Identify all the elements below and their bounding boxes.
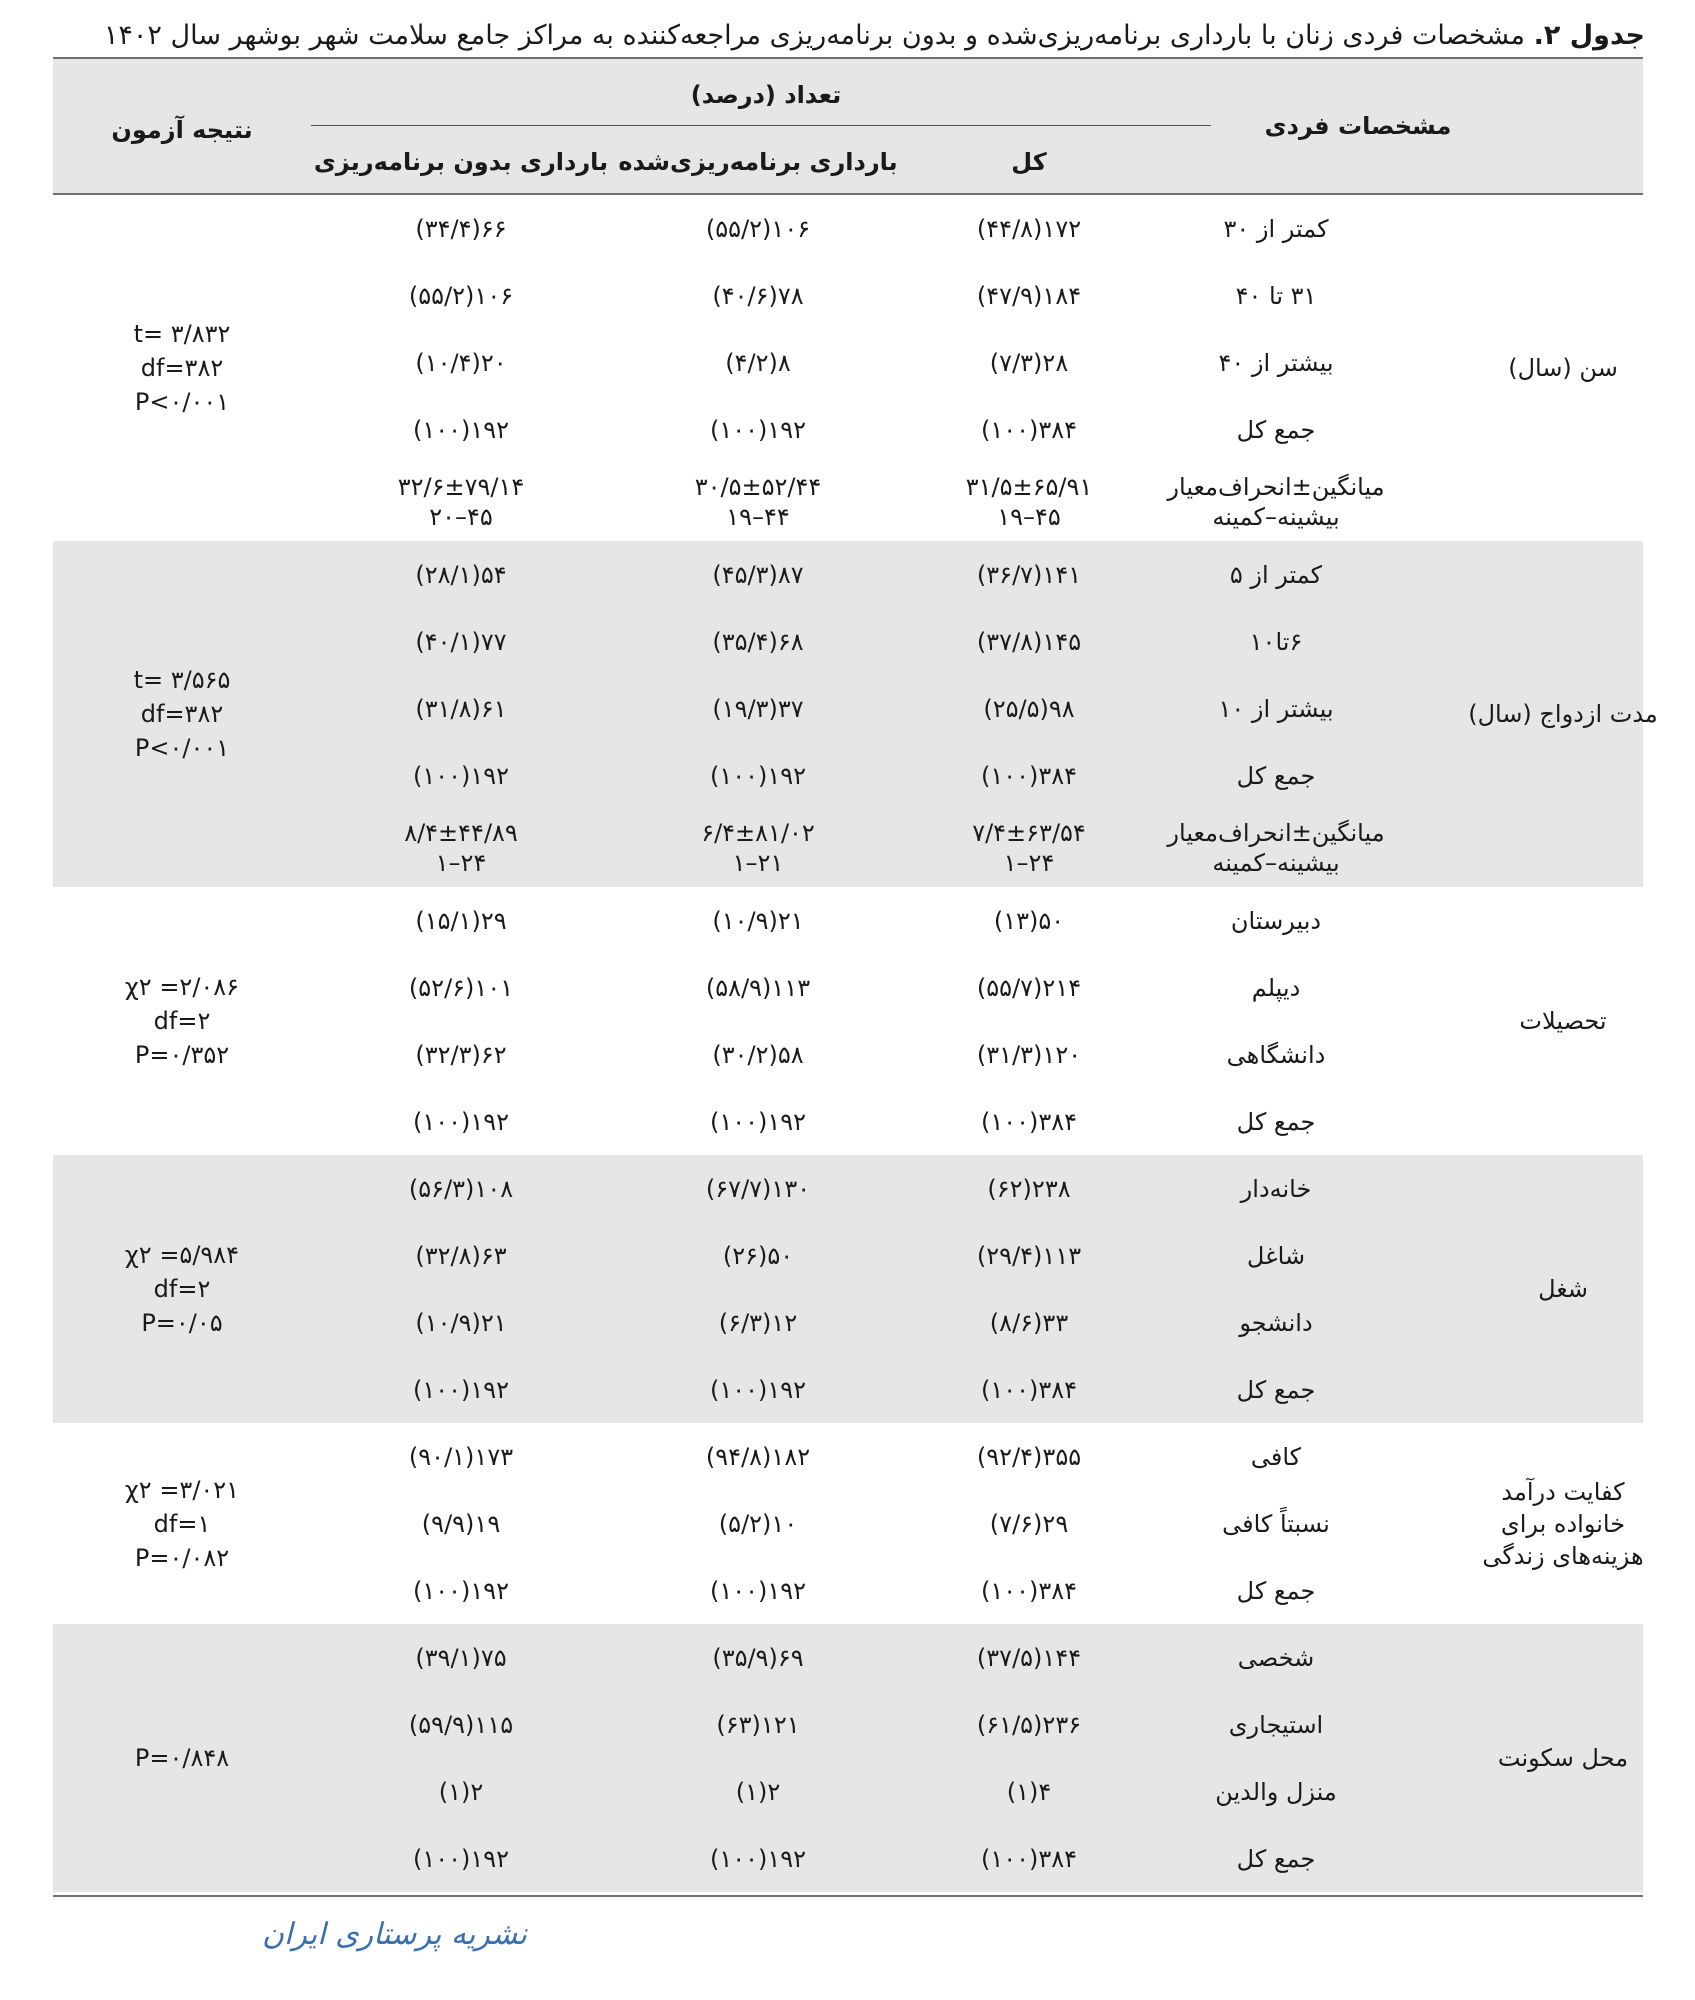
cell-planned: ۱۲۱(۶۳) <box>716 1710 800 1739</box>
cell-planned: ۵۸(۳۰/۲) <box>712 1040 804 1069</box>
cell-total: ۲۳۸(۶۲) <box>987 1174 1071 1203</box>
cell-total: ۳۸۴(۱۰۰) <box>980 415 1078 444</box>
row-label-line: بیشینه–کمینه <box>1212 503 1340 531</box>
cell-planned: ۷۸(۴۰/۶) <box>712 281 804 310</box>
cell-planned: ۱۹۲(۱۰۰) <box>709 415 807 444</box>
category-label: مدت ازدواج (سال) <box>1468 700 1658 728</box>
header-unplanned: بارداری بدون برنامه‌ریزی <box>313 148 609 176</box>
cell-planned: ۱۱۳(۵۸/۹) <box>705 973 811 1002</box>
cell-total-line: ۷/۴±۶۳/۵۴ <box>972 819 1086 847</box>
table-header <box>53 57 1643 195</box>
table-row <box>53 675 1643 742</box>
row-label: جمع کل <box>1236 1844 1316 1873</box>
cell-planned-line: ۳۰/۵±۵۲/۴۴ <box>694 473 822 501</box>
cell-unplanned: ۱۹۲(۱۰۰) <box>412 761 510 790</box>
test-result-line: df=۲ <box>153 1275 211 1303</box>
table-row <box>53 742 1643 809</box>
cell-unplanned: ۱۰۸(۵۶/۳) <box>408 1174 514 1203</box>
row-group <box>53 1155 1643 1423</box>
row-label: نسبتاً کافی <box>1222 1509 1330 1538</box>
cell-planned: ۵۰(۲۶) <box>722 1241 794 1270</box>
test-result-line: P=۰/۳۵۲ <box>134 1041 230 1069</box>
cell-unplanned <box>404 818 518 878</box>
cell-total: ۳۸۴(۱۰۰) <box>980 1375 1078 1404</box>
cell-planned: ۱۹۲(۱۰۰) <box>709 761 807 790</box>
cell-planned-line: ۶/۴±۸۱/۰۲ <box>701 819 815 847</box>
category-label: محل سکونت <box>1497 1744 1629 1772</box>
cell-unplanned: ۶۱(۳۱/۸) <box>415 694 507 723</box>
cell-total: ۳۸۴(۱۰۰) <box>980 761 1078 790</box>
table-row <box>53 329 1643 396</box>
table-row <box>53 954 1643 1021</box>
test-result-line: P=۰/۰۵ <box>141 1309 223 1337</box>
cell-planned <box>701 818 815 878</box>
table-row <box>53 1155 1643 1222</box>
cell-total: ۱۲۰(۳۱/۳) <box>976 1040 1082 1069</box>
cell-unplanned: ۶۶(۳۴/۴) <box>415 214 507 243</box>
table-row <box>53 1490 1643 1557</box>
cell-total: ۲۱۴(۵۵/۷) <box>976 973 1082 1002</box>
cell-unplanned: ۱۹۲(۱۰۰) <box>412 1576 510 1605</box>
row-label: دانشجو <box>1239 1308 1313 1337</box>
row-label: جمع کل <box>1236 415 1316 444</box>
cell-unplanned-line: ۴۵–۲۰ <box>429 503 493 531</box>
cell-total: ۴(۱) <box>1006 1777 1052 1806</box>
journal-logo-mark <box>52 1900 527 1970</box>
test-result-line: P<۰/۰۰۱ <box>134 734 230 762</box>
cell-unplanned-line: ۲۴–۱ <box>435 849 487 877</box>
cell-planned: ۱۳۰(۶۷/۷) <box>705 1174 811 1203</box>
cell-planned: ۸(۴/۲) <box>725 348 791 377</box>
cell-unplanned: ۱۹۲(۱۰۰) <box>412 1844 510 1873</box>
cell-planned: ۸۷(۴۵/۳) <box>712 560 804 589</box>
row-label: شخصی <box>1237 1643 1315 1672</box>
cell-unplanned: ۱۹۲(۱۰۰) <box>412 1375 510 1404</box>
table-row <box>53 608 1643 675</box>
row-label: منزل والدین <box>1215 1777 1337 1806</box>
cell-total: ۱۴۴(۳۷/۵) <box>976 1643 1082 1672</box>
table-row <box>53 1222 1643 1289</box>
test-result-line: P=۰/۰۸۲ <box>134 1543 230 1572</box>
row-label-line: بیشینه–کمینه <box>1212 849 1340 877</box>
row-label: کمتر از ۵ <box>1229 560 1323 589</box>
cell-total-line: ۴۵–۱۹ <box>997 503 1061 531</box>
test-result-line: df=۲ <box>153 1007 211 1035</box>
row-label <box>1167 818 1384 878</box>
cell-total-line: ۳۱/۵±۶۵/۹۱ <box>965 473 1093 501</box>
row-label: استیجاری <box>1228 1710 1324 1739</box>
table-row <box>53 541 1643 608</box>
category-label: سن (سال) <box>1508 354 1618 382</box>
row-label-line: میانگین±انحراف‌معیار <box>1167 473 1385 501</box>
stats-row <box>53 463 1643 541</box>
cell-planned: ۱۰۶(۵۵/۲) <box>705 214 811 243</box>
cell-unplanned: ۲۹(۱۵/۱) <box>415 906 507 935</box>
row-label: جمع کل <box>1236 1107 1316 1136</box>
cell-unplanned: ۱۰۱(۵۲/۶) <box>408 973 514 1002</box>
row-group <box>53 195 1643 541</box>
row-label: جمع کل <box>1236 761 1316 790</box>
header-test-result: نتیجه آزمون <box>111 116 253 144</box>
cell-unplanned: ۱۹۲(۱۰۰) <box>412 415 510 444</box>
cell-unplanned-line: ۸/۴±۴۴/۸۹ <box>404 819 518 847</box>
cell-unplanned: ۱۰۶(۵۵/۲) <box>408 281 514 310</box>
cell-total: ۲۸(۷/۳) <box>989 348 1069 377</box>
header-rule <box>311 125 1211 126</box>
test-result-line: χ۲ =۵/۹۸۴ <box>124 1241 240 1269</box>
table-number: جدول ۲. <box>1533 20 1645 51</box>
row-label: جمع کل <box>1236 1576 1316 1605</box>
stats-row <box>53 809 1643 887</box>
table-body <box>53 195 1658 1892</box>
row-group <box>53 541 1658 887</box>
cell-unplanned: ۶۲(۳۲/۳) <box>415 1040 507 1069</box>
table-row <box>53 1691 1643 1758</box>
cell-total <box>966 472 1093 532</box>
row-label: ۶تا۱۰ <box>1249 627 1303 656</box>
table-row <box>53 1624 1643 1691</box>
journal-logo <box>52 1900 527 1974</box>
cell-total: ۲۹(۷/۶) <box>989 1509 1069 1538</box>
cell-total: ۳۵۵(۹۲/۴) <box>976 1442 1082 1471</box>
header-total: کل <box>1011 148 1047 176</box>
cell-planned: ۶۹(۳۵/۹) <box>712 1643 804 1672</box>
cell-unplanned: ۱۹۲(۱۰۰) <box>412 1107 510 1136</box>
row-label: بیشتر از ۴۰ <box>1218 348 1334 377</box>
row-label: ۳۱ تا ۴۰ <box>1235 281 1317 310</box>
cell-planned: ۱۹۲(۱۰۰) <box>709 1107 807 1136</box>
test-result-line: χ۲ =۲/۰۸۶ <box>124 973 240 1001</box>
cell-unplanned: ۵۴(۲۸/۱) <box>415 560 507 589</box>
row-label: جمع کل <box>1236 1375 1316 1404</box>
table-row <box>53 1423 1643 1490</box>
cell-total: ۳۳(۸/۶) <box>989 1308 1069 1337</box>
test-result-line: df=۱ <box>153 1509 211 1538</box>
cell-total <box>972 818 1086 878</box>
cell-unplanned: ۱۱۵(۵۹/۹) <box>408 1710 514 1739</box>
cell-planned: ۲(۱) <box>735 1777 781 1806</box>
table-row <box>53 1557 1643 1624</box>
cell-planned-line: ۴۴–۱۹ <box>726 503 790 531</box>
cell-total: ۱۱۳(۲۹/۴) <box>976 1241 1082 1270</box>
table-row <box>53 1289 1643 1356</box>
data-table <box>53 57 1658 1892</box>
row-label: کافی <box>1250 1442 1302 1471</box>
row-group <box>53 1423 1643 1624</box>
cell-planned: ۳۷(۱۹/۳) <box>712 694 804 723</box>
table-caption: مشخصات فردی زنان با بارداری برنامه‌ریزی‌شده و بدون برنامه‌ریزی مراجعه‌کننده به مراکز جامع سلامت شهر بوشهر سال ۱۴۰۲ <box>103 20 1525 51</box>
table-row <box>53 262 1643 329</box>
row-group <box>53 887 1643 1155</box>
table-row <box>53 195 1643 262</box>
category-label: شغل <box>1538 1275 1588 1303</box>
test-result-line: t= ۳/۵۶۵ <box>133 666 231 694</box>
row-label: دبیرستان <box>1230 906 1322 935</box>
cell-total: ۳۸۴(۱۰۰) <box>980 1844 1078 1873</box>
table-row <box>53 1356 1643 1423</box>
row-label: شاغل <box>1246 1241 1306 1270</box>
cell-unplanned: ۶۳(۳۲/۸) <box>415 1241 507 1270</box>
test-result-line: df=۳۸۲ <box>140 700 224 728</box>
category-label: تحصیلات <box>1519 1007 1607 1035</box>
table-bottom-rule <box>53 1895 1643 1897</box>
cell-unplanned: ۲(۱) <box>438 1777 484 1806</box>
cell-planned: ۱۸۲(۹۴/۸) <box>705 1442 811 1471</box>
cell-total: ۵۰(۱۳) <box>993 906 1065 935</box>
cell-total: ۲۳۶(۶۱/۵) <box>976 1710 1082 1739</box>
table-row <box>53 1088 1643 1155</box>
table-title <box>103 16 1645 56</box>
cell-planned <box>695 472 822 532</box>
cell-unplanned: ۷۵(۳۹/۱) <box>415 1643 507 1672</box>
cell-total: ۱۸۴(۴۷/۹) <box>976 281 1082 310</box>
row-label-line: میانگین±انحراف‌معیار <box>1167 819 1385 847</box>
cell-unplanned: ۱۷۳(۹۰/۱) <box>408 1442 514 1471</box>
table-row <box>53 396 1643 463</box>
row-label: دیپلم <box>1251 973 1301 1002</box>
header-characteristics: مشخصات فردی <box>1264 112 1452 140</box>
table-row <box>53 1825 1643 1892</box>
cell-unplanned: ۱۹(۹/۹) <box>421 1509 501 1538</box>
test-result-line: P<۰/۰۰۱ <box>134 388 230 416</box>
table-row <box>53 1021 1643 1088</box>
cell-planned: ۱۹۲(۱۰۰) <box>709 1844 807 1873</box>
row-label: خانه‌دار <box>1240 1174 1312 1203</box>
cell-total: ۹۸(۲۵/۵) <box>983 694 1075 723</box>
row-label <box>1167 472 1384 532</box>
cell-total: ۳۸۴(۱۰۰) <box>980 1107 1078 1136</box>
journal-logo-text: نشریه پرستاری ایران <box>262 1917 527 1952</box>
cell-unplanned <box>398 472 525 532</box>
row-label: کمتر از ۳۰ <box>1223 214 1329 243</box>
cell-planned-line: ۲۱–۱ <box>732 849 784 877</box>
cell-planned: ۱۰(۵/۲) <box>718 1509 798 1538</box>
cell-planned: ۱۲(۶/۳) <box>718 1308 798 1337</box>
cell-total: ۳۸۴(۱۰۰) <box>980 1576 1078 1605</box>
header-count-percent: تعداد (درصد) <box>690 81 842 109</box>
cell-unplanned: ۲۰(۱۰/۴) <box>415 348 507 377</box>
cell-unplanned-line: ۳۲/۶±۷۹/۱۴ <box>397 473 525 501</box>
cell-total: ۱۴۱(۳۶/۷) <box>976 560 1082 589</box>
header-planned: بارداری برنامه‌ریزی‌شده <box>618 148 898 176</box>
cell-unplanned: ۲۱(۱۰/۹) <box>415 1308 507 1337</box>
cell-unplanned: ۷۷(۴۰/۱) <box>415 627 507 656</box>
test-result-line: P=۰/۸۴۸ <box>134 1744 230 1772</box>
cell-total: ۱۴۵(۳۷/۸) <box>976 627 1082 656</box>
cell-planned: ۱۹۲(۱۰۰) <box>709 1576 807 1605</box>
row-label: دانشگاهی <box>1226 1040 1326 1069</box>
test-result-line: χ۲ =۳/۰۲۱ <box>124 1475 240 1504</box>
cell-planned: ۲۱(۱۰/۹) <box>712 906 804 935</box>
cell-total-line: ۲۴–۱ <box>1003 849 1055 877</box>
category-label: کفایت درآمد خانواده برای هزینه‌های زندگی <box>1482 1477 1644 1570</box>
test-result-line: df=۳۸۲ <box>140 354 224 382</box>
cell-planned: ۱۹۲(۱۰۰) <box>709 1375 807 1404</box>
cell-total: ۱۷۲(۴۴/۸) <box>976 214 1082 243</box>
cell-planned: ۶۸(۳۵/۴) <box>712 627 804 656</box>
test-result-line: t= ۳/۸۳۲ <box>133 320 231 348</box>
table-row <box>53 1758 1643 1825</box>
table-row <box>53 887 1643 954</box>
row-label: بیشتر از ۱۰ <box>1218 694 1334 723</box>
row-group <box>53 1624 1643 1892</box>
